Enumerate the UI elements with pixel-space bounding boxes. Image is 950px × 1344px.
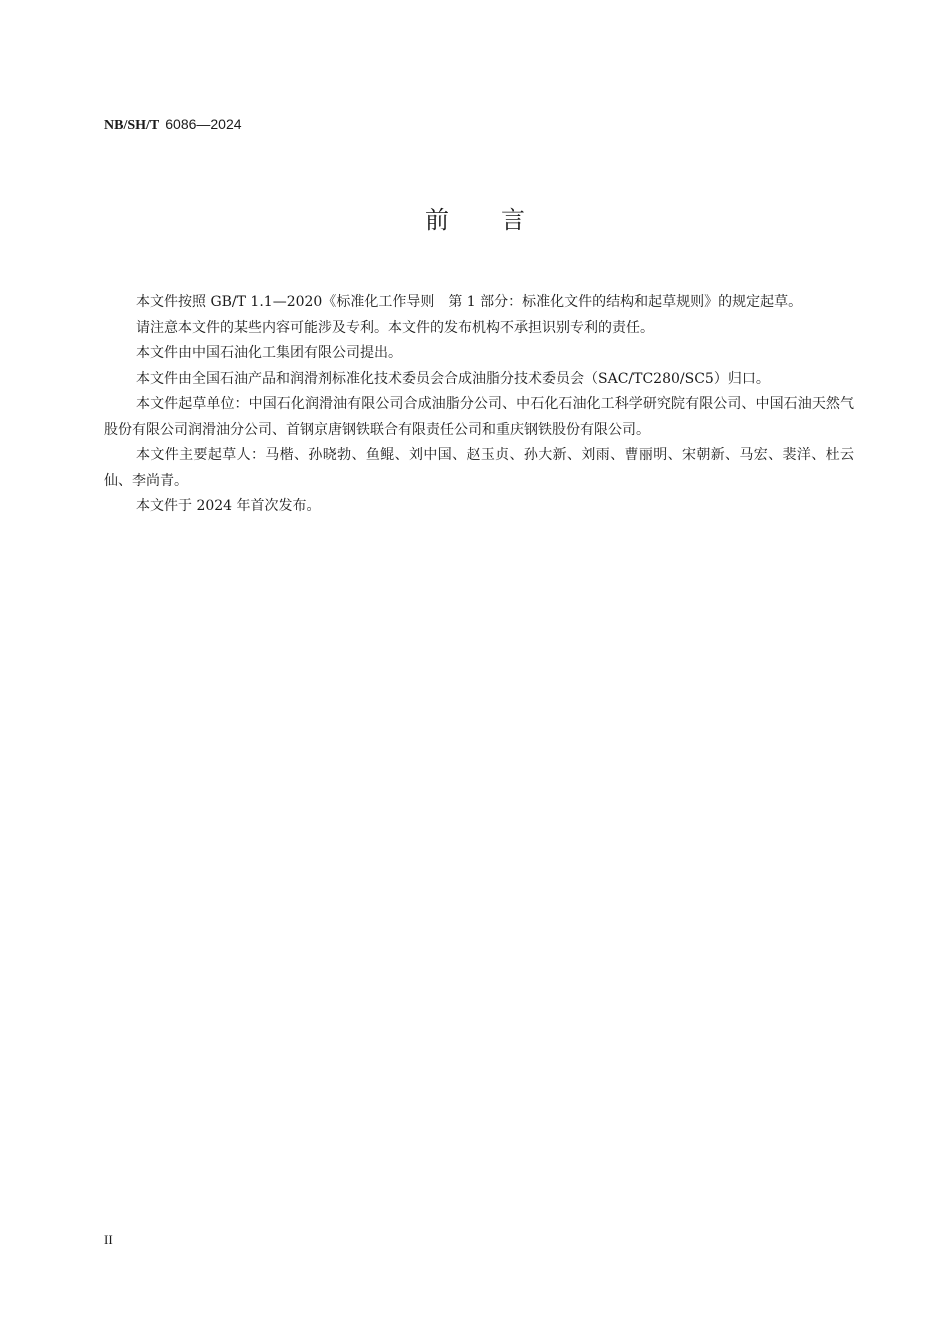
paragraph-first-published: 本文件于 2024 年首次发布。 [136,498,321,514]
paragraph-patent-notice: 请注意本文件的某些内容可能涉及专利。本文件的发布机构不承担识别专利的责任。 [136,319,654,336]
document-code [104,115,242,135]
paragraph-proposed-by: 本文件由中国石油化工集团有限公司提出。 [136,345,402,361]
foreword-body [104,290,854,520]
paragraph-under-jurisdiction: 本文件由全国石油产品和润滑剂标准化技术委员会合成油脂分技术委员会（SAC/TC280/SC5）归口。 [136,370,770,387]
page-title: 前言 [425,206,577,234]
paragraph-drafters: 本文件主要起草人：马楷、孙晓勃、鱼鲲、刘中国、赵玉贞、孙大新、刘雨、曹丽明、宋朝新、马宏、裴洋、杜云仙、李尚青。 [104,447,854,489]
paragraph-drafting-units: 本文件起草单位：中国石化润滑油有限公司合成油脂分公司、中石化石油化工科学研究院有限公司、中国石油天然气股份有限公司润滑油分公司、首钢京唐钢铁联合有限责任公司和重庆钢铁股份有限公司。 [104,396,854,438]
paragraph-drafting-rules: 本文件按照 GB/T 1.1—2020《标准化工作导则 第 1 部分：标准化文件的结构和起草规则》的规定起草。 [136,294,803,310]
document-code-prefix: NB/SH/T [104,118,160,133]
page-number: II [104,1232,113,1247]
document-code-number: 6086—2024 [165,116,242,132]
